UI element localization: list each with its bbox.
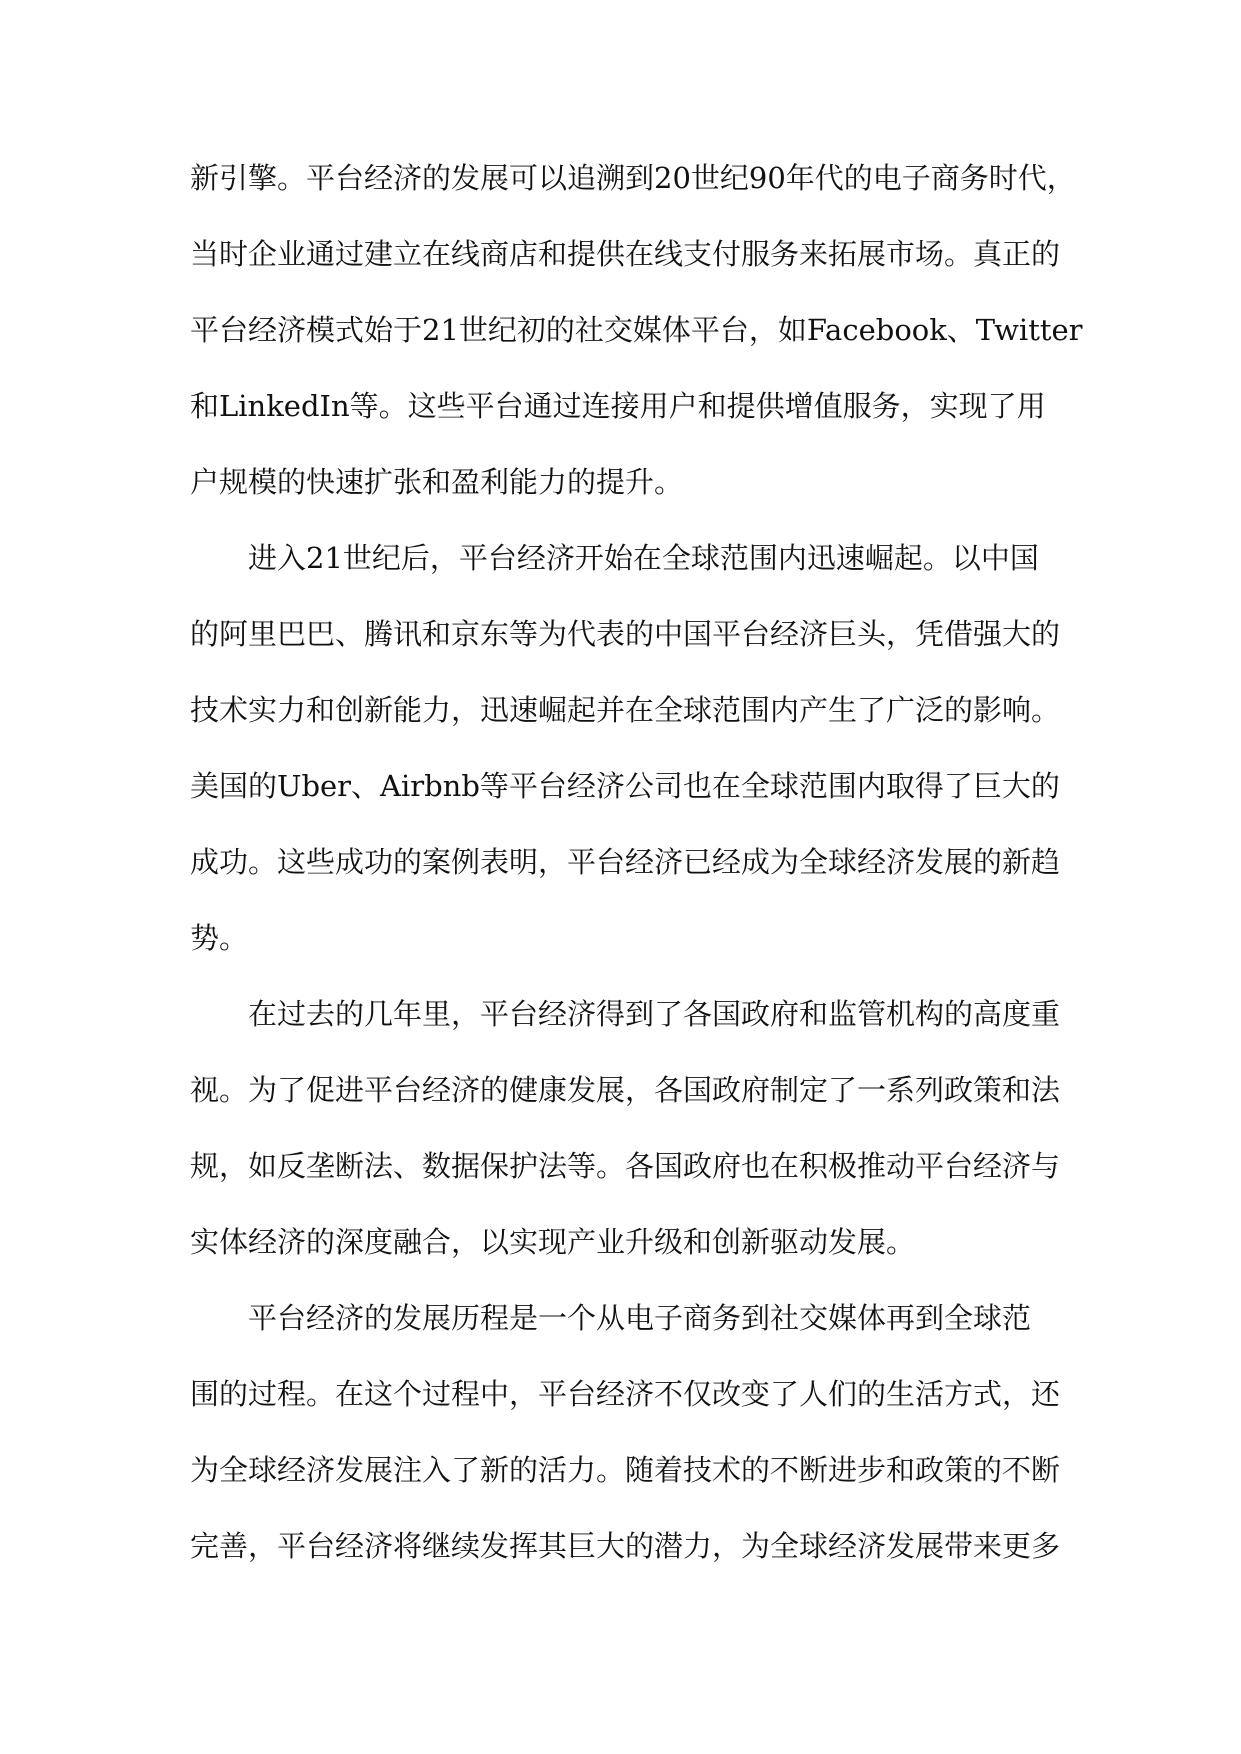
paragraph-first-line: 在过去的几年里，平台经济得到了各国政府和监管机构的高度重 xyxy=(248,997,1061,1031)
text-line: 技术实力和创新能力，迅速崛起并在全球范围内产生了广泛的影响。 xyxy=(190,693,1061,727)
document-body xyxy=(190,140,1083,1584)
text-line: 美国的Uber、Airbnb等平台经济公司也在全球范围内取得了巨大的 xyxy=(190,769,1060,803)
text-line: 和LinkedIn等。这些平台通过连接用户和提供增值服务，实现了用 xyxy=(190,389,1046,423)
text-line: 围的过程。在这个过程中，平台经济不仅改变了人们的生活方式，还 xyxy=(190,1377,1061,1411)
text-line: 的阿里巴巴、腾讯和京东等为代表的中国平台经济巨头，凭借强大的 xyxy=(190,617,1061,651)
text-line: 势。 xyxy=(190,921,249,955)
paragraph-first-line: 进入21世纪后，平台经济开始在全球范围内迅速崛起。以中国 xyxy=(248,541,1039,575)
text-line: 成功。这些成功的案例表明，平台经济已经成为全球经济发展的新趋 xyxy=(190,845,1061,879)
text-line: 户规模的快速扩张和盈利能力的提升。 xyxy=(190,465,684,499)
text-line: 视。为了促进平台经济的健康发展，各国政府制定了一系列政策和法 xyxy=(190,1073,1061,1107)
text-line: 实体经济的深度融合，以实现产业升级和创新驱动发展。 xyxy=(190,1225,916,1259)
text-line: 新引擎。平台经济的发展可以追溯到20世纪90年代的电子商务时代， xyxy=(190,161,1076,195)
text-line: 当时企业通过建立在线商店和提供在线支付服务来拓展市场。真正的 xyxy=(190,237,1061,271)
text-line: 完善，平台经济将继续发挥其巨大的潜力，为全球经济发展带来更多 xyxy=(190,1529,1061,1563)
text-line: 平台经济模式始于21世纪初的社交媒体平台，如Facebook、Twitter xyxy=(190,313,1083,347)
text-line: 规，如反垄断法、数据保护法等。各国政府也在积极推动平台经济与 xyxy=(190,1149,1061,1183)
text-line: 为全球经济发展注入了新的活力。随着技术的不断进步和政策的不断 xyxy=(190,1453,1061,1487)
paragraph-first-line: 平台经济的发展历程是一个从电子商务到社交媒体再到全球范 xyxy=(248,1301,1032,1335)
